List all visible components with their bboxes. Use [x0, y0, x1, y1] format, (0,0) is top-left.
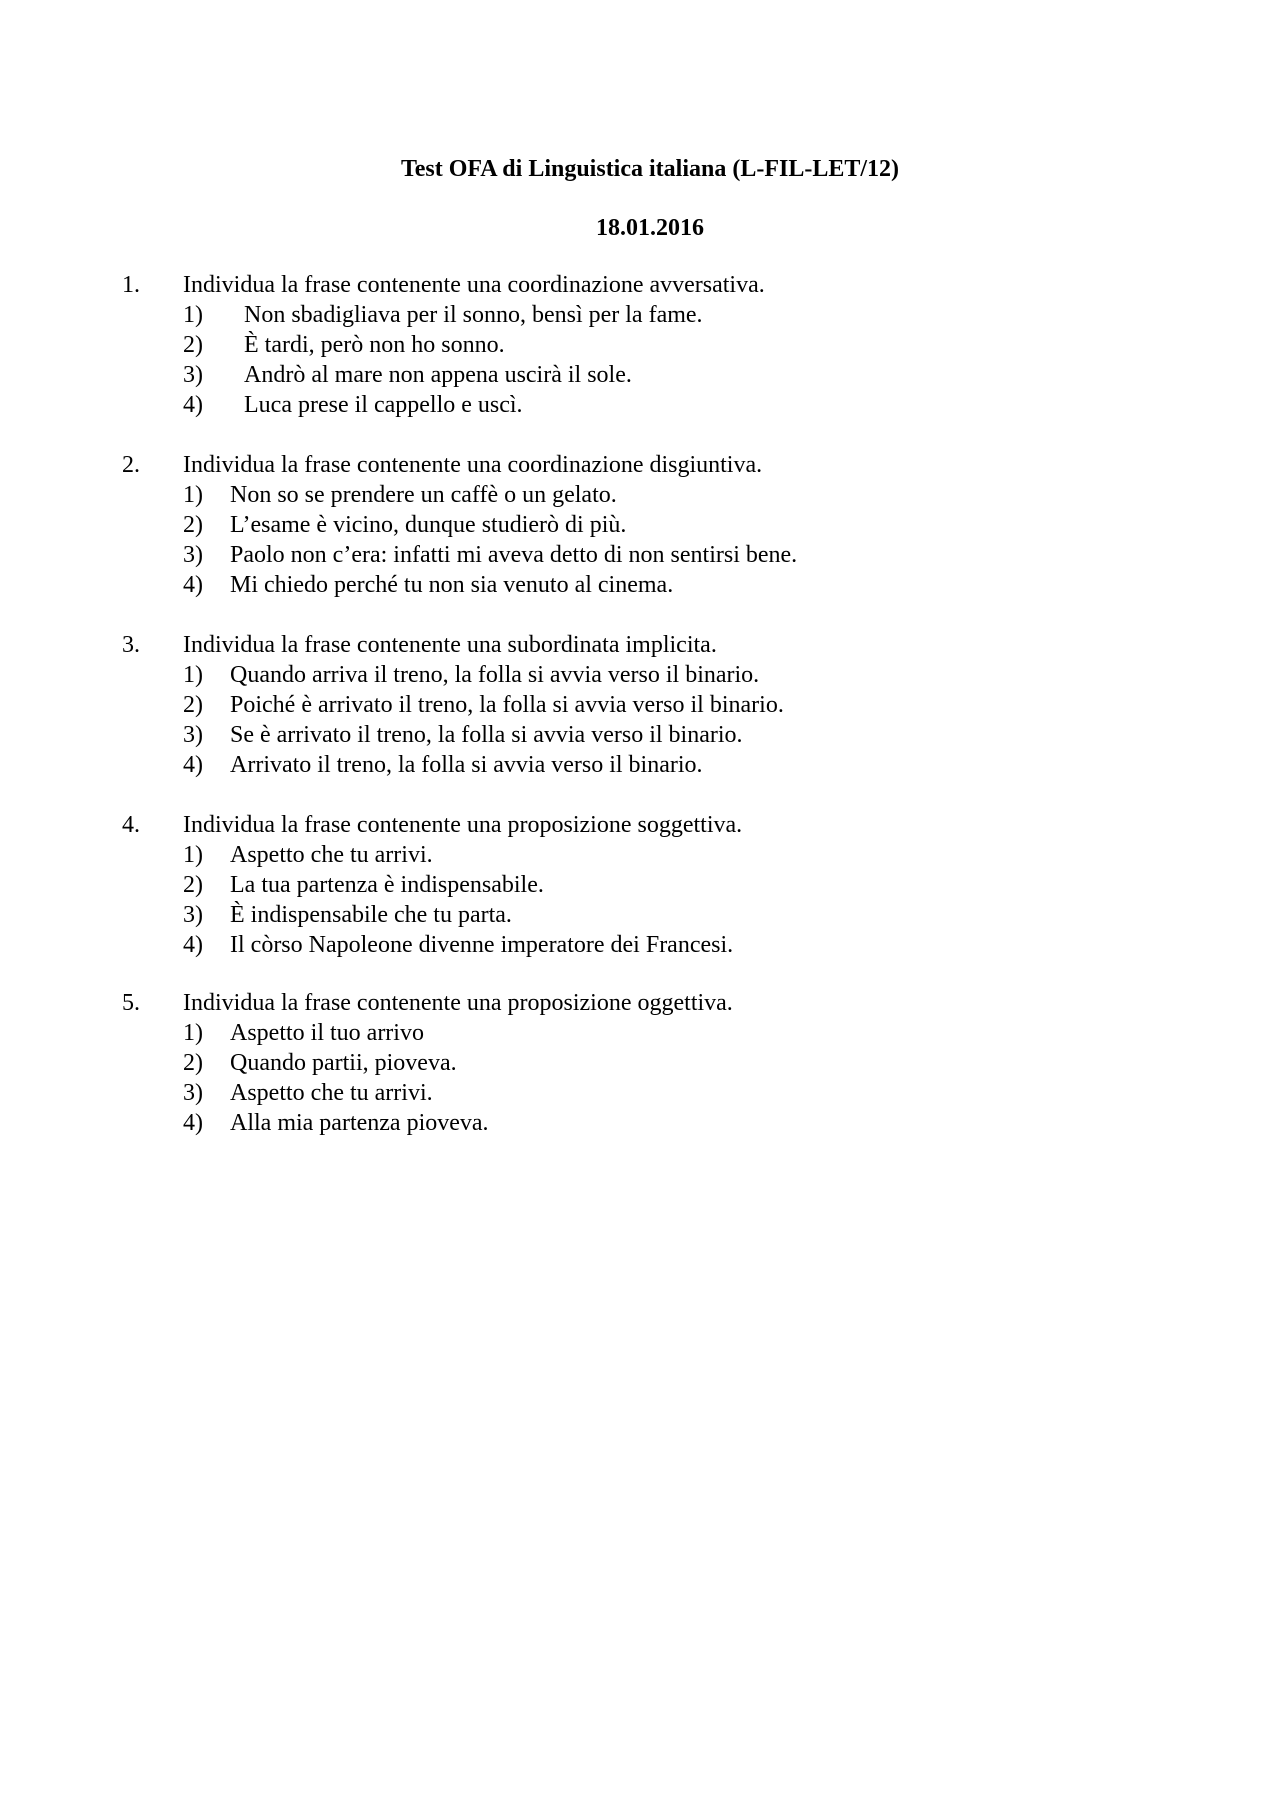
option-label: 4): [183, 572, 203, 598]
question-2: [122, 450, 1162, 600]
answer-option: [122, 1108, 1162, 1138]
question-text: Individua la frase contenente una subordinata implicita.: [183, 632, 717, 658]
answer-option: [122, 840, 1162, 870]
option-text: Aspetto che tu arrivi.: [230, 1080, 433, 1106]
option-label: 2): [183, 512, 203, 538]
answer-option: [122, 750, 1162, 780]
option-label: 4): [183, 752, 203, 778]
option-text: Andrò al mare non appena uscirà il sole.: [244, 362, 632, 388]
answer-option: [122, 510, 1162, 540]
option-text: Arrivato il treno, la folla si avvia verso il binario.: [230, 752, 703, 778]
question-1: [122, 270, 1162, 420]
option-text: È tardi, però non ho sonno.: [244, 332, 505, 358]
option-label: 4): [183, 392, 203, 418]
question-text: Individua la frase contenente una proposizione soggettiva.: [183, 812, 743, 838]
option-text: Luca prese il cappello e uscì.: [244, 392, 523, 418]
question-text: Individua la frase contenente una proposizione oggettiva.: [183, 990, 733, 1016]
document-date: 18.01.2016: [596, 215, 704, 241]
option-label: 1): [183, 302, 203, 328]
answer-option: [122, 660, 1162, 690]
question-number: 5.: [122, 990, 140, 1016]
option-label: 3): [183, 1080, 203, 1106]
question-number: 3.: [122, 632, 140, 658]
answer-option: [122, 870, 1162, 900]
answer-option: [122, 360, 1162, 390]
page-title: Test OFA di Linguistica italiana (L-FIL-LET/12): [400, 156, 900, 182]
question-number: 4.: [122, 812, 140, 838]
option-text: Mi chiedo perché tu non sia venuto al cinema.: [230, 572, 674, 598]
option-text: La tua partenza è indispensabile.: [230, 872, 544, 898]
question-4: [122, 810, 1162, 960]
answer-option: [122, 1018, 1162, 1048]
option-text: Paolo non c’era: infatti mi aveva detto di non sentirsi bene.: [230, 542, 798, 568]
option-text: L’esame è vicino, dunque studierò di più.: [230, 512, 627, 538]
option-label: 4): [183, 1110, 203, 1136]
question-text: Individua la frase contenente una coordinazione avversativa.: [183, 272, 765, 298]
answer-option: [122, 540, 1162, 570]
answer-option: [122, 570, 1162, 600]
option-label: 3): [183, 362, 203, 388]
option-text: È indispensabile che tu parta.: [230, 902, 512, 928]
question-text: Individua la frase contenente una coordinazione disgiuntiva.: [183, 452, 763, 478]
option-label: 1): [183, 842, 203, 868]
answer-option: [122, 1048, 1162, 1078]
option-label: 2): [183, 692, 203, 718]
option-text: Se è arrivato il treno, la folla si avvia verso il binario.: [230, 722, 743, 748]
question-number: 2.: [122, 452, 140, 478]
answer-option: [122, 390, 1162, 420]
option-label: 2): [183, 872, 203, 898]
question-prompt: [122, 810, 1162, 840]
answer-option: [122, 330, 1162, 360]
option-label: 3): [183, 722, 203, 748]
option-label: 1): [183, 662, 203, 688]
option-label: 3): [183, 902, 203, 928]
answer-option: [122, 480, 1162, 510]
option-text: Quando arriva il treno, la folla si avvia verso il binario.: [230, 662, 760, 688]
option-text: Quando partii, pioveva.: [230, 1050, 457, 1076]
answer-option: [122, 300, 1162, 330]
answer-option: [122, 930, 1162, 960]
option-text: Alla mia partenza pioveva.: [230, 1110, 489, 1136]
question-prompt: [122, 988, 1162, 1018]
option-label: 3): [183, 542, 203, 568]
answer-option: [122, 1078, 1162, 1108]
answer-option: [122, 720, 1162, 750]
option-label: 2): [183, 332, 203, 358]
question-prompt: [122, 270, 1162, 300]
answer-option: [122, 690, 1162, 720]
question-prompt: [122, 450, 1162, 480]
option-text: Non sbadigliava per il sonno, bensì per la fame.: [244, 302, 703, 328]
option-text: Il còrso Napoleone divenne imperatore dei Francesi.: [230, 932, 734, 958]
question-prompt: [122, 630, 1162, 660]
option-text: Poiché è arrivato il treno, la folla si avvia verso il binario.: [230, 692, 784, 718]
question-number: 1.: [122, 272, 140, 298]
option-label: 4): [183, 932, 203, 958]
option-label: 2): [183, 1050, 203, 1076]
option-label: 1): [183, 1020, 203, 1046]
option-text: Aspetto che tu arrivi.: [230, 842, 433, 868]
option-label: 1): [183, 482, 203, 508]
question-3: [122, 630, 1162, 780]
question-5: [122, 988, 1162, 1138]
option-text: Non so se prendere un caffè o un gelato.: [230, 482, 617, 508]
answer-option: [122, 900, 1162, 930]
option-text: Aspetto il tuo arrivo: [230, 1020, 424, 1046]
